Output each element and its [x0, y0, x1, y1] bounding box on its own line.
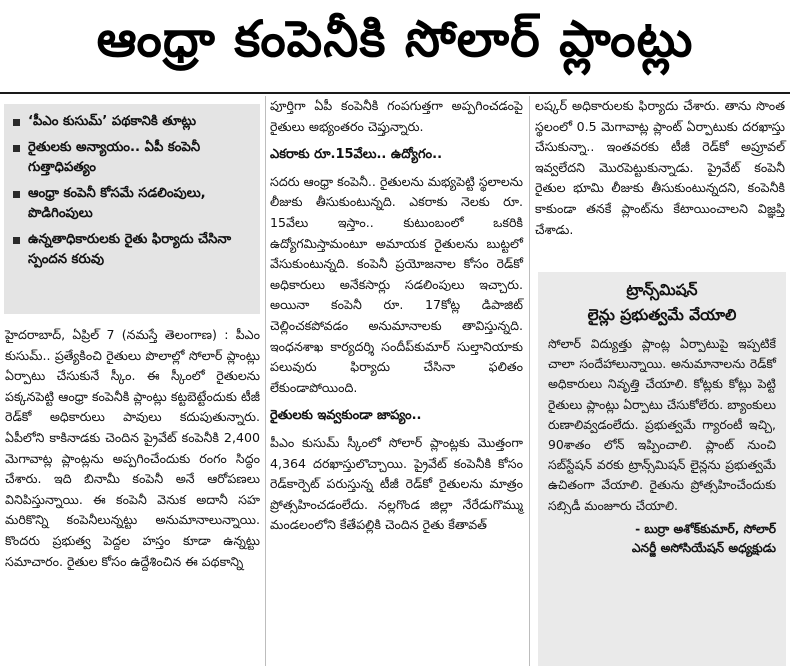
body-paragraph: పీఎం కుసుమ్ స్కీంలో సోలార్ ప్లాంట్లకు మొత్తంగా 4,364 దరఖాస్తులొచ్చాయి. ప్రైవేట్ కంపెనీకి కోసం రెడ్‌కార్పెట్ పరుస్తున్న టీజీ రెడ్‌కో రైతులను మాత్రం ప్రోత్సహించడంలేదు. నల్లగొండ జిల్లా నేరేడుగొమ్ము మండలంలోని కేతేపల్లికి చెందిన రైతు కేతావత్	[270, 434, 523, 533]
subheading: ఎకరాకు రూ.15వేలు.. ఉద్యోగం..	[270, 147, 443, 163]
quote-box-body: సోలార్ విద్యుత్తు ప్లాంట్ల ఏర్పాటుపై ఇప్పటికే చాలా సందేహాలున్నాయి. అనుమానాలను రెడ్‌కో అధికారులు నివృత్తి చేయాలి. కోట్లకు కోట్లు పెట్టి రైతులు ప్లాంట్లు ఏర్పాటు చేసుకోలేరు. బ్యాంకులు రుణాలివ్వడంలేదు. ప్రభుత్వమే గ్యారంటీ ఇచ్చి, 90శాతం లోన్ ఇప్పించాలి. ప్లాంట్ నుంచి సబ్‌స్టేషన్ వరకు ట్రాన్స్‌మిషన్ లైన్లను ప్రభుత్వమే ఉచితంగా వేయాలి. రైతును ప్రోత్సహించేందుకు సబ్సిడీ మంజూరు చేయాలి.	[548, 336, 776, 513]
body-paragraph: హైదరాబాద్, ఏప్రిల్ 7 (నమస్తే తెలంగాణ) : పీఎం కుసుమ్.. ప్రత్యేకించి రైతులు పొలాల్లో సోలార్ ప్లాంట్లు ఏర్పాటు చేసుకునే స్కీం. ఈ స్కీంలో రైతులను పక్కనపెట్టి ఆంధ్రా కంపెనీకి ప్లాంట్లు కట్టబెట్టేందుకు టీజీ రెడ్‌కో అధికారులు పావులు కదుపుతున్నారు. ఏపీలోని కాకినాడకు చెందిన ప్రైవేట్ కంపెనీకి 2,400 మెగావాట్ల ప్లాంట్లను అప్పగించేందుకు రంగం సిద్ధం చేశారు. ఇది బినామీ కంపెనీ అనే ఆరోపణలు వినిపిస్తున్నాయి. ఈ కంపెనీ వెనుక అదానీ సహ మరికొన్ని కంపెనీలున్నట్టు అనుమానాలున్నాయి. కొందరు ప్రభుత్వ పెద్దల హస్తం కూడా ఉన్నట్టు సమాచారం. రైతుల కోసం ఉద్దేశించిన ఈ పథకాన్ని	[5, 327, 260, 569]
summary-item	[10, 112, 254, 132]
intro-paragraph: పూర్తిగా ఏపీ కంపెనీకి గంపగుత్తగా అప్పగించడంపై రైతులు అభ్యంతరం చెప్తున్నారు.	[270, 98, 523, 134]
column-divider	[265, 96, 266, 666]
quote-box-title-line: ట్రాన్స్‌మిషన్	[626, 281, 698, 299]
quote-box-title-line: లైన్లు ప్రభుత్వమే వేయాలి	[587, 306, 737, 324]
square-bullet-icon	[13, 237, 20, 244]
square-bullet-icon	[13, 191, 20, 198]
quote-box-title	[548, 278, 776, 328]
column-divider	[529, 96, 530, 666]
summary-list	[10, 112, 254, 270]
square-bullet-icon	[13, 119, 20, 126]
summary-item	[10, 230, 254, 270]
attribution-line: - బుర్రా అశోక్‌కుమార్, సోలార్	[635, 521, 776, 536]
headline: ఆంధ్రా కంపెనీకి సోలార్ ప్లాంట్లు	[96, 9, 694, 68]
attribution-line: ఎనర్జీ అసోసియేషన్ అధ్యక్షుడు	[631, 540, 776, 555]
column-3	[535, 96, 785, 240]
summary-item	[10, 184, 254, 224]
body-paragraph: లష్కర్ అధికారులకు ఫిర్యాదు చేశారు. తాను సొంత స్థలంలో 0.5 మెగావాట్ల ప్లాంట్ ఏర్పాటుకు దరఖాస్తు చేసుకున్నా.. ఇంతవరకు టీజీ రెడ్‌కో అప్రూవల్ ఇవ్వలేదని మొరపెట్టుకున్నాడు. ప్రైవేట్ కంపెనీ రైతుల భూమి లీజుకు తీసుకుంటున్నదని, కంపెనీకి కాకుండా తనకే ప్లాంట్‌ను కేటాయించాలని విజ్ఞప్తి చేశాడు.	[535, 98, 785, 237]
quote-attribution	[548, 520, 776, 558]
summary-item-text: రైతులకు అన్యాయం.. ఏపీ కంపెనీ గుత్తాధిపత్యం	[28, 140, 201, 175]
summary-item	[10, 138, 254, 178]
square-bullet-icon	[13, 145, 20, 152]
quote-box	[538, 272, 786, 666]
summary-item-text: ఉన్నతాధికారులకు రైతు ఫిర్యాదు చేసినా స్పందన కరువు	[28, 232, 232, 267]
summary-item-text: ‘పీఎం కుసుమ్’ పథకానికి తూట్లు	[28, 114, 197, 129]
subheading: రైతులకు ఇవ్వకుండా జాప్యం..	[270, 408, 422, 424]
summary-item-text: ఆంధ్రా కంపెనీ కోసమే సడలింపులు, పొడిగింపులు	[28, 186, 206, 221]
summary-box	[4, 104, 260, 314]
headline-rule	[0, 92, 790, 94]
column-1	[5, 325, 260, 572]
body-paragraph: సదరు ఆంధ్రా కంపెనీ.. రైతులను మభ్యపెట్టి స్థలాలను లీజుకు తీసుకుంటున్నది. ఎకరాకు నెలకు రూ. 15వేలు ఇస్తాం.. కుటుంబంలో ఒకరికి ఉద్యోగమిస్తామంటూ అమాయక రైతులను బుట్టలో వేసుకుంటున్నది. కంపెనీ ప్రయోజనాల కోసం రెడ్‌కో అధికారులు అనేకసార్లు సడలింపులు ఇచ్చారు. అయినా కంపెనీ రూ. 17కోట్ల డిపాజిట్ చెల్లించకపోవడం అనుమానాలకు తావిస్తున్నది. ఇంధనశాఖ కార్యదర్శి సందీప్‌కుమార్ సుల్తానియాకు పలువురు ఫిర్యాదు చేసినా ఫలితం లేకుండాపోయింది.	[270, 173, 523, 395]
column-2	[270, 96, 523, 536]
